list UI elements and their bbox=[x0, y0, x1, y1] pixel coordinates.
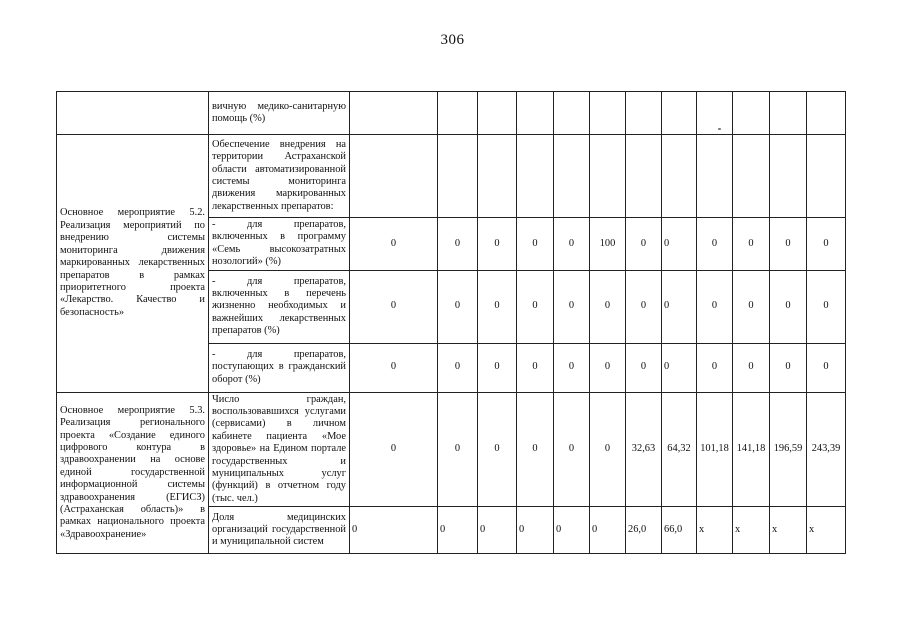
value-cell: 0 bbox=[350, 507, 438, 554]
value-cell: х bbox=[770, 507, 807, 554]
indicator-cell: - для препаратов, поступающих в гражданский оборот (%) bbox=[209, 343, 350, 392]
value-cell: х bbox=[697, 507, 733, 554]
value-cell: 0 bbox=[438, 270, 478, 343]
value-cell: 0 bbox=[517, 392, 554, 507]
value-cell: 0 bbox=[438, 507, 478, 554]
value-cell: 0 bbox=[350, 343, 438, 392]
value-cell: 32,63 bbox=[626, 392, 662, 507]
indicators-table bbox=[56, 91, 846, 554]
value-cell: 0 bbox=[807, 343, 846, 392]
value-cell: 0 bbox=[662, 270, 697, 343]
table-row bbox=[57, 392, 846, 507]
value-cell: 0 bbox=[554, 270, 590, 343]
value-cell: 0 bbox=[590, 392, 626, 507]
value-cell: 0 bbox=[733, 343, 770, 392]
value-cell: 0 bbox=[438, 343, 478, 392]
scan-speck bbox=[718, 128, 721, 130]
page-number: 306 bbox=[440, 32, 465, 48]
indicator-cell: Доля медицинских организаций государственной и муниципальной систем bbox=[209, 507, 350, 554]
value-cell: 0 bbox=[626, 218, 662, 271]
value-cell: 0 bbox=[350, 392, 438, 507]
indicator-cell: Обеспечение внедрения на территории Астраханской области автоматизированной системы мониторинга движения маркированных лекарственных препаратов: bbox=[209, 135, 350, 218]
value-cell: 0 bbox=[662, 218, 697, 271]
value-cell: 0 bbox=[554, 392, 590, 507]
value-cell: 101,18 bbox=[697, 392, 733, 507]
value-cell: 243,39 bbox=[807, 392, 846, 507]
value-cell: 0 bbox=[770, 218, 807, 271]
value-cell: х bbox=[807, 507, 846, 554]
value-cell: 0 bbox=[478, 270, 517, 343]
measure-cell bbox=[57, 92, 209, 135]
value-cell: 0 bbox=[733, 270, 770, 343]
value-cell: 0 bbox=[517, 218, 554, 271]
value-cell: 0 bbox=[554, 507, 590, 554]
value-cell: 0 bbox=[438, 392, 478, 507]
value-cell: 0 bbox=[770, 343, 807, 392]
value-cell: 0 bbox=[517, 343, 554, 392]
indicator-cell: - для препаратов, включенных в программу «Семь высокозатратных нозологий» (%) bbox=[209, 218, 350, 271]
value-cell: 0 bbox=[517, 507, 554, 554]
value-cell: 0 bbox=[517, 270, 554, 343]
value-cell: 0 bbox=[478, 343, 517, 392]
value-cell: 0 bbox=[697, 218, 733, 271]
value-cell: 0 bbox=[733, 218, 770, 271]
value-cell: 0 bbox=[478, 218, 517, 271]
value-cell: 64,32 bbox=[662, 392, 697, 507]
value-cell: 0 bbox=[350, 218, 438, 271]
indicator-cell: - для препаратов, включенных в перечень жизненно необходимых и важнейших лекарственных препаратов (%) bbox=[209, 270, 350, 343]
value-cell: 0 bbox=[590, 270, 626, 343]
value-cell: 0 bbox=[478, 392, 517, 507]
value-cell: 0 bbox=[770, 270, 807, 343]
value-cell: 0 bbox=[554, 218, 590, 271]
value-cell: 0 bbox=[554, 343, 590, 392]
value-cell: 0 bbox=[478, 507, 517, 554]
value-cell: 0 bbox=[807, 270, 846, 343]
value-cell: 0 bbox=[807, 218, 846, 271]
value-cell: 100 bbox=[590, 218, 626, 271]
value-cell: 0 bbox=[626, 270, 662, 343]
value-cell: 0 bbox=[590, 507, 626, 554]
value-cell: 141,18 bbox=[733, 392, 770, 507]
value-cell: х bbox=[733, 507, 770, 554]
value-cell: 0 bbox=[590, 343, 626, 392]
value-cell: 66,0 bbox=[662, 507, 697, 554]
value-cell: 0 bbox=[438, 218, 478, 271]
value-cell: 0 bbox=[697, 343, 733, 392]
value-cell: 26,0 bbox=[626, 507, 662, 554]
value-cell: 0 bbox=[350, 270, 438, 343]
indicator-cell: вичную медико-санитарную помощь (%) bbox=[209, 92, 350, 135]
value-cell: 0 bbox=[662, 343, 697, 392]
table-row bbox=[57, 135, 846, 218]
indicator-cell: Число граждан, воспользовавшихся услугами (сервисами) в личном кабинете пациента «Мое здоровье» на Едином портале государственных и муниципальных услуг (функций) в отчетном году (тыс. чел.) bbox=[209, 392, 350, 507]
measure-cell: Основное мероприятие 5.3. Реализация регионального проекта «Создание единого цифрового контура в здравоохранении на основе единой государственной информационной системы здравоохранения (ЕГИСЗ) (Астраханская область)» в рамках национального проекта «Здравоохранение» bbox=[57, 392, 209, 554]
measure-cell: Основное мероприятие 5.2. Реализация мероприятий по внедрению системы мониторинга движения маркированных лекарственных препаратов в рамках приоритетного проекта «Лекарство. Качество и безопасность» bbox=[57, 135, 209, 393]
value-cell: 0 bbox=[697, 270, 733, 343]
value-cell: 196,59 bbox=[770, 392, 807, 507]
value-cell: 0 bbox=[626, 343, 662, 392]
table-row bbox=[57, 92, 846, 135]
